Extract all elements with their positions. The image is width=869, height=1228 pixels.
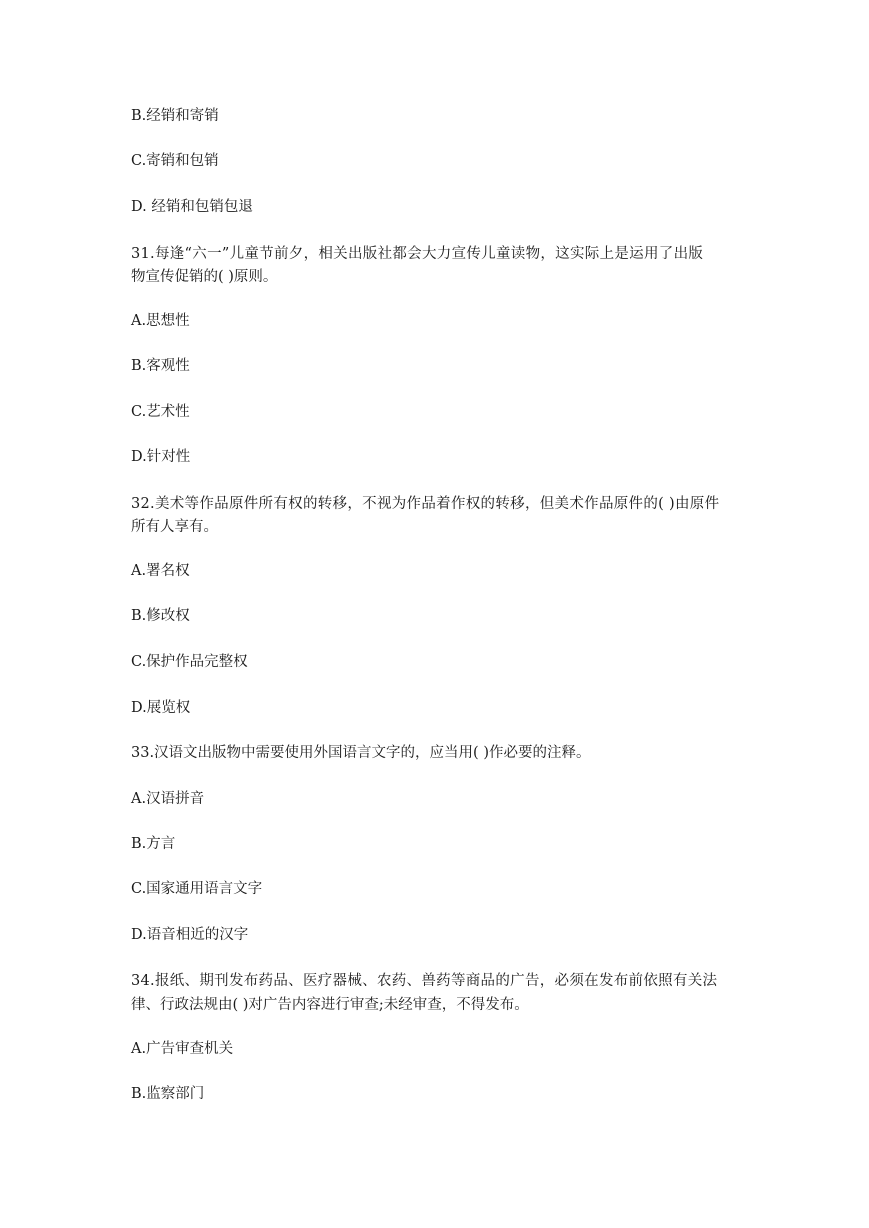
question-32-line-2: 所有人享有。 — [131, 519, 218, 535]
q32-option-c: C.保护作品完整权 — [131, 654, 248, 670]
q32-option-b: B.修改权 — [131, 608, 190, 624]
q31-option-b: B.客观性 — [131, 358, 190, 374]
option-c-carryover: C.寄销和包销 — [131, 153, 219, 169]
question-31-line-1: 31.每逢“六一”儿童节前夕，相关出版社都会大力宣传儿童读物，这实际上是运用了出版 — [131, 246, 704, 262]
question-32-line-1: 32.美术等作品原件所有权的转移，不视为作品着作权的转移，但美术作品原件的( )由原件 — [131, 496, 720, 512]
q33-option-b: B.方言 — [131, 836, 176, 852]
question-31-line-2: 物宣传促销的( )原则。 — [131, 269, 278, 285]
question-33-line-1: 33.汉语文出版物中需要使用外国语言文字的，应当用( )作必要的注释。 — [131, 745, 591, 761]
q33-option-a: A.汉语拼音 — [131, 791, 205, 807]
q32-option-a: A.署名权 — [131, 563, 190, 579]
q32-option-d: D.展览权 — [131, 700, 191, 716]
q34-option-a: A.广告审查机关 — [131, 1041, 234, 1057]
option-d-carryover: D. 经销和包销包退 — [131, 199, 253, 215]
q33-option-d: D.语音相近的汉字 — [131, 927, 249, 943]
q31-option-d: D.针对性 — [131, 449, 191, 465]
q33-option-c: C.国家通用语言文字 — [131, 881, 263, 897]
question-34-line-2: 律、行政法规由( )对广告内容进行审查;未经审查，不得发布。 — [131, 997, 529, 1013]
option-b-carryover: B.经销和寄销 — [131, 108, 219, 124]
q31-option-c: C.艺术性 — [131, 404, 190, 420]
question-34-line-1: 34.报纸、期刊发布药品、医疗器械、农药、兽药等商品的广告，必须在发布前依照有关法 — [131, 973, 718, 989]
q31-option-a: A.思想性 — [131, 313, 190, 329]
q34-option-b: B.监察部门 — [131, 1086, 205, 1102]
